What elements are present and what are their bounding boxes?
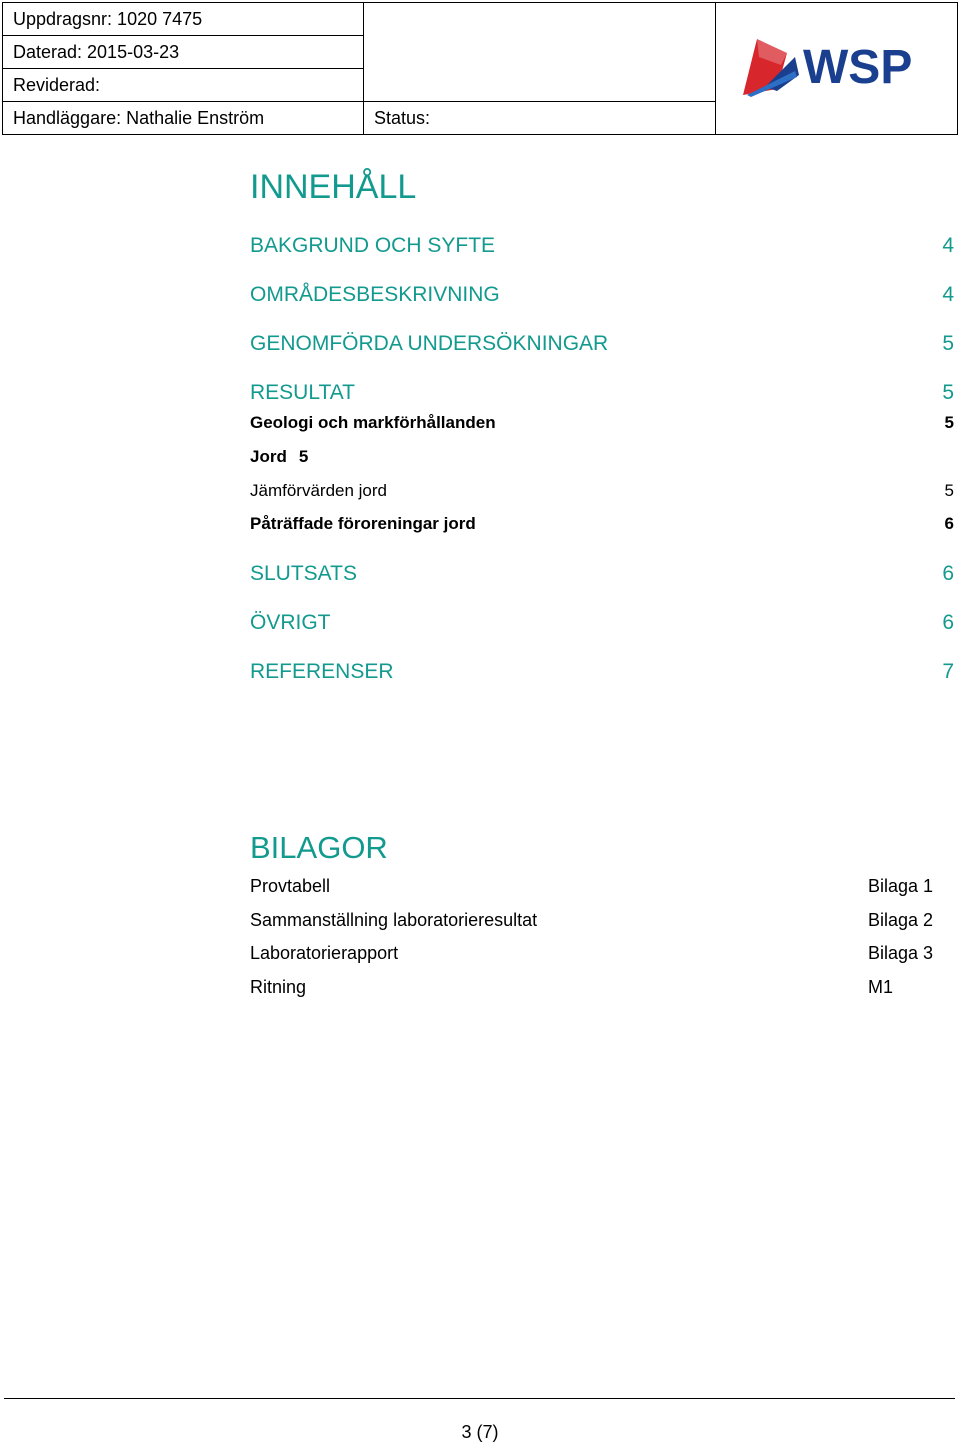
- appendix-ref: M1: [868, 976, 894, 997]
- appendix-row: [250, 908, 950, 942]
- toc-title: INNEHÅLL: [250, 168, 417, 206]
- appendix-row: [250, 975, 950, 1009]
- toc-entry-label: REFERENSER: [250, 660, 394, 683]
- toc-entry-label: RESULTAT: [250, 381, 356, 404]
- toc-entry-label: Jord: [250, 447, 287, 466]
- toc-entry-page: 4: [942, 283, 954, 306]
- wsp-logo: [716, 3, 958, 135]
- header-blank-cell: [364, 3, 716, 102]
- toc-subentry[interactable]: [250, 481, 954, 514]
- assignment-number: Uppdragsnr: 1020 7475: [3, 3, 364, 36]
- toc-entry-label: BAKGRUND OCH SYFTE: [250, 234, 496, 257]
- revised-field: Reviderad:: [3, 69, 364, 102]
- appendix-row: [250, 874, 950, 908]
- toc-subentry[interactable]: [250, 514, 954, 559]
- toc-entry[interactable]: [250, 559, 954, 608]
- svg-text:WSP: WSP: [802, 41, 912, 94]
- appendix-name: Ritning: [250, 976, 307, 997]
- footer-divider: [4, 1398, 955, 1399]
- toc-entry-label: Jämförvärden jord: [250, 481, 388, 500]
- document-header: [2, 2, 958, 135]
- toc-entry-label: Geologi och markförhållanden: [250, 413, 496, 432]
- toc-entry-page: 4: [942, 234, 954, 257]
- toc-entry-page: 6: [944, 514, 954, 533]
- toc-subentry[interactable]: [250, 413, 954, 447]
- appendix-name: Laboratorierapport: [250, 943, 399, 963]
- toc-entry-page: 6: [942, 611, 954, 634]
- toc-entry[interactable]: [250, 280, 954, 329]
- toc-entry[interactable]: [250, 657, 954, 706]
- appendix-name: Sammanställning laboratorieresultat: [250, 909, 538, 930]
- table-of-contents: [250, 165, 954, 706]
- toc-entry-page: 5: [298, 447, 309, 466]
- date-field: Daterad: 2015-03-23: [3, 36, 364, 69]
- appendix-row: [250, 941, 950, 975]
- toc-entry-page: 5: [942, 381, 954, 404]
- toc-subentry[interactable]: [250, 447, 954, 481]
- toc-entry[interactable]: [250, 378, 954, 413]
- toc-entry[interactable]: [250, 231, 954, 280]
- page-number: 3 (7): [461, 1422, 499, 1442]
- appendix-ref: Bilaga 2: [868, 909, 934, 930]
- toc-entry-page: 7: [942, 660, 954, 683]
- handler-field: Handläggare: Nathalie Enström: [3, 102, 364, 135]
- toc-entry-page: 5: [942, 332, 954, 355]
- toc-entry-page: 5: [944, 481, 954, 500]
- toc-entry-label: ÖVRIGT: [250, 611, 331, 634]
- toc-entry-page: 6: [942, 562, 954, 585]
- toc-entry-label: Påträffade föroreningar jord: [250, 514, 476, 533]
- appendix-ref: Bilaga 3: [868, 943, 934, 963]
- status-field: Status:: [364, 102, 716, 135]
- appendices-title: BILAGOR: [250, 830, 388, 865]
- toc-entry-page: 5: [944, 413, 954, 432]
- toc-entry-label: GENOMFÖRDA UNDERSÖKNINGAR: [250, 332, 609, 355]
- toc-entry-label: SLUTSATS: [250, 562, 357, 585]
- wsp-logo-icon: [737, 31, 937, 101]
- appendices-section: [250, 828, 950, 1008]
- appendix-name: Provtabell: [250, 876, 331, 896]
- toc-entry[interactable]: [250, 608, 954, 657]
- toc-entry[interactable]: [250, 329, 954, 378]
- appendix-ref: Bilaga 1: [868, 876, 934, 896]
- toc-entry-label: OMRÅDESBESKRIVNING: [250, 283, 500, 306]
